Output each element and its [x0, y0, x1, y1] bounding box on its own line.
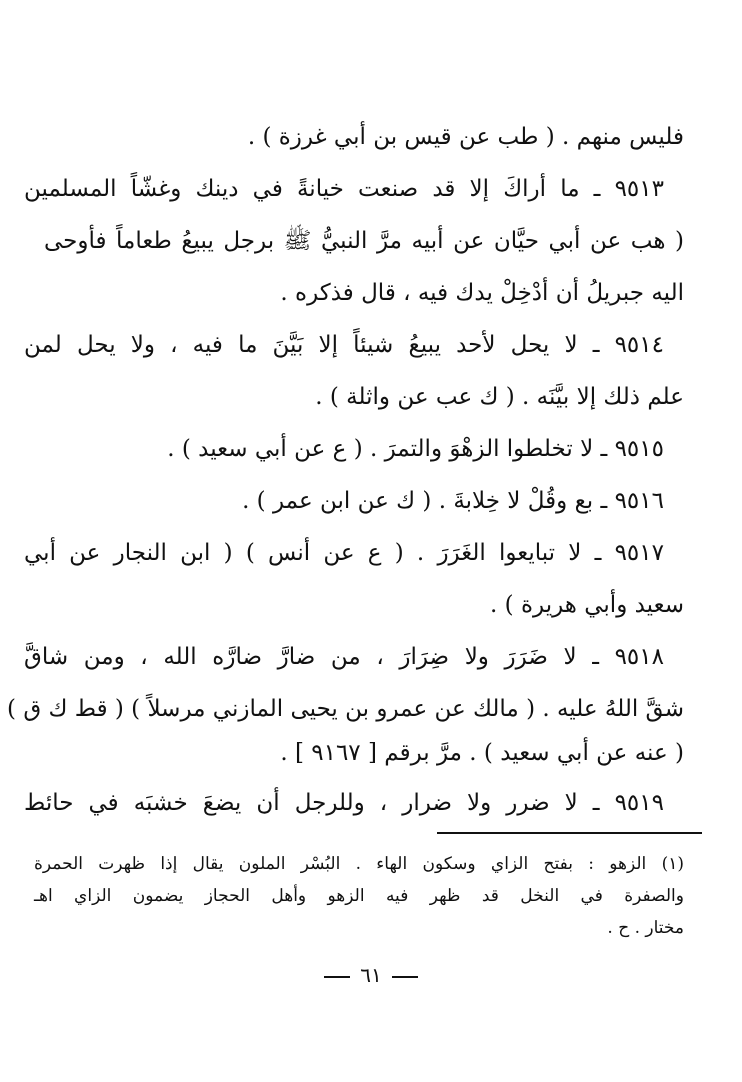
text-line-1: فليس منهم . ( طب عن قيس بن أبي غرزة ) .	[247, 124, 684, 150]
footnote-separator	[437, 832, 702, 834]
page-number-dash-right	[392, 976, 418, 978]
hadith-9516-line: ٩٥١٦ ـ بع وقُلْ لا خِلابةَ . ( ك عن ابن عمر ) .	[242, 488, 664, 514]
footnote-line-1: (١) الزهو : بفتح الزاي وسكون الهاء . البُسْر الملون يقال إذا ظهرت الحمرة	[34, 854, 684, 874]
hadith-9517-line-2: سعيد وأبي هريرة ) .	[490, 592, 684, 618]
footnote-line-2: والصفرة في النخل قد ظهر فيه الزهو وأهل الحجاز يضمون الزاي اهـ	[34, 886, 684, 906]
footnote-line-3: مختار . ح .	[607, 918, 684, 938]
hadith-9513-line-3: اليه جبريلُ أن أدْخِلْ يدك فيه ، قال فذكره .	[280, 280, 684, 306]
hadith-9514-line-1: ٩٥١٤ ـ لا يحل لأحد يبيعُ شيئاً إلا بَيَّنَ ما فيه ، ولا يحل لمن	[24, 332, 664, 358]
hadith-9513-line-2: ( هب عن أبي حيَّان عن أبيه مرَّ النبيُّ ﷺ برجل يبيعُ طعاماً فأوحى	[44, 228, 684, 254]
hadith-9513-line-1: ٩٥١٣ ـ ما أراكَ إلا قد صنعت خيانةً في دينك وغشّاً المسلمين	[24, 176, 664, 202]
hadith-9515-line: ٩٥١٥ ـ لا تخلطوا الزهْوَ والتمرَ . ( ع عن أبي سعيد ) .	[167, 436, 664, 462]
hadith-9518-line-3: ( عنه عن أبي سعيد ) . مرَّ برقم [ ٩١٦٧ ] .	[280, 740, 684, 766]
hadith-9518-line-1: ٩٥١٨ ـ لا ضَرَرَ ولا ضِرَارَ ، من ضارَّ ضارَّه الله ، ومن شاقَّ	[24, 644, 664, 670]
page-number	[0, 955, 742, 995]
page-number-dash-left	[324, 976, 350, 978]
hadith-9514-line-2: علم ذلك إلا بيَّنَه . ( ك عب عن واثلة ) .	[315, 384, 684, 410]
hadith-9519-line-1: ٩٥١٩ ـ لا ضرر ولا ضرار ، وللرجل أن يضعَ خشبَه في حائط	[24, 790, 664, 816]
page-number-value: ٦١	[360, 963, 382, 987]
hadith-9518-line-2: شقَّ اللهُ عليه . ( مالك عن عمرو بن يحيى المازني مرسلاً ) ( قط ك ق )	[7, 696, 684, 722]
hadith-9517-line-1: ٩٥١٧ ـ لا تبايعوا الغَرَرَ . ( ع عن أنس ) ( ابن النجار عن أبي	[24, 540, 664, 566]
